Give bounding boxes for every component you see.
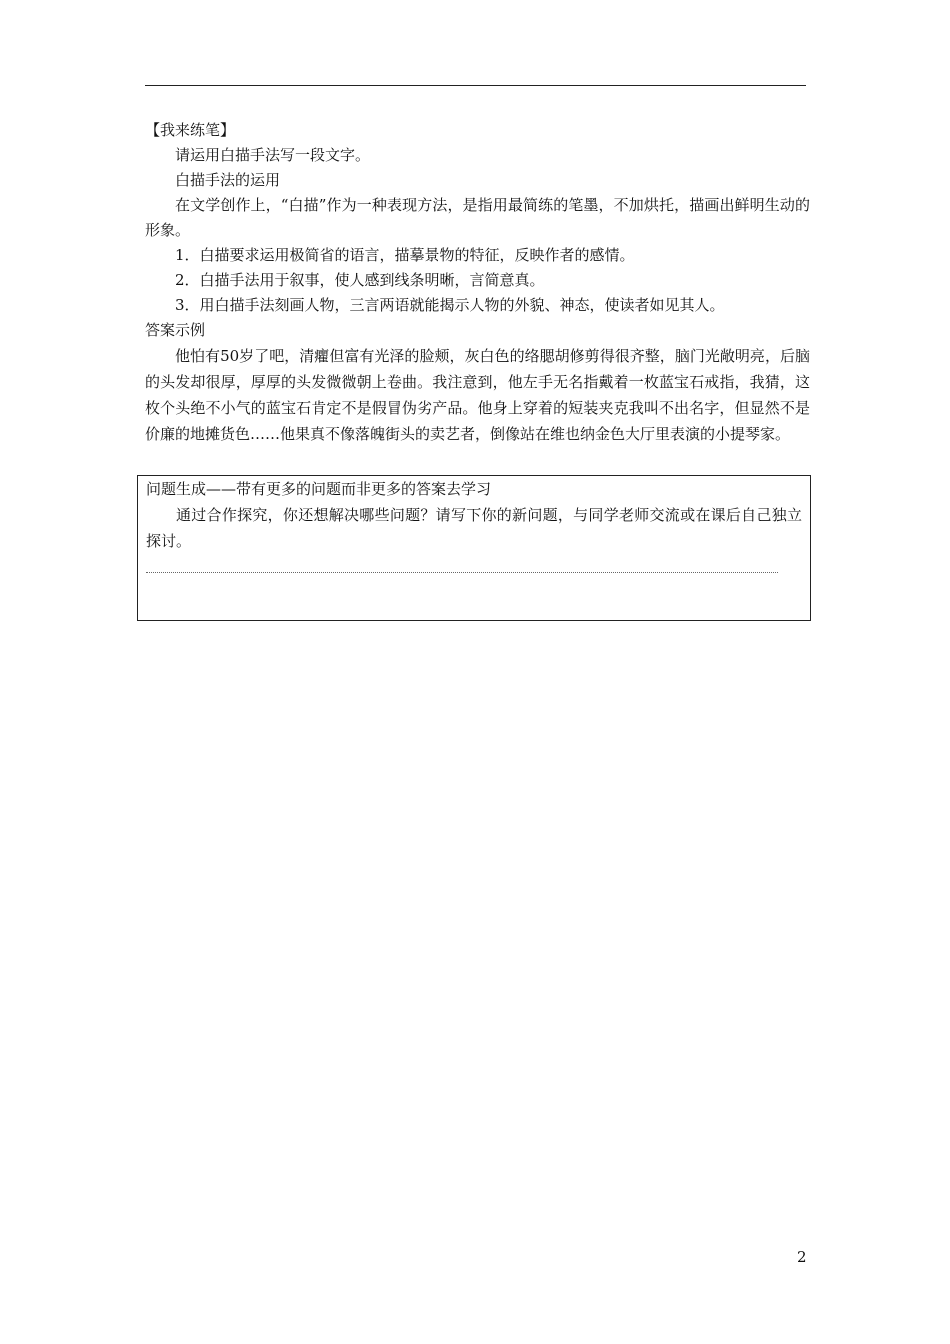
intro-paragraph: 在文学创作上，“白描”作为一种表现方法，是指用最简练的笔墨，不加烘托，描画出鲜明生动的形象。 <box>145 196 810 239</box>
question-generation-box <box>137 475 811 621</box>
practice-section <box>145 118 810 447</box>
answer-writing-line[interactable] <box>146 572 778 573</box>
box-instruction: 通过合作探究，你还想解决哪些问题？请写下你的新问题，与同学老师交流或在课后自己独立探讨。 <box>146 506 802 550</box>
point-item: 2．白描手法用于叙事，使人感到线条明晰，言简意真。 <box>175 271 545 289</box>
answer-paragraph: 他怕有50岁了吧，清癯但富有光泽的脸颊，灰白色的络腮胡修剪得很齐整，脑门光敞明亮，后脑的头发却很厚，厚厚的头发微微朝上卷曲。我注意到，他左手无名指戴着一枚蓝宝石戒指，我猜，这枚个头绝不小气的蓝宝石肯定不是假冒伪劣产品。他身上穿着的短装夹克我叫不出名字，但显然不是价廉的地摊货色……他果真不像落魄街头的卖艺者，倒像站在维也纳金色大厅里表演的小提琴家。 <box>145 347 810 443</box>
header-rule <box>145 85 806 86</box>
box-title: 问题生成——带有更多的问题而非更多的答案去学习 <box>146 480 492 498</box>
answer-label: 答案示例 <box>145 321 206 339</box>
page-number: 2 <box>797 1248 807 1266</box>
section-heading: 【我来练笔】 <box>145 121 236 139</box>
point-item: 3．用白描手法刻画人物，三言两语就能揭示人物的外貌、神态，使读者如见其人。 <box>175 296 725 314</box>
subheading: 白描手法的运用 <box>175 171 281 189</box>
writing-prompt: 请运用白描手法写一段文字。 <box>175 146 371 164</box>
point-item: 1．白描要求运用极简省的语言，描摹景物的特征，反映作者的感情。 <box>175 246 635 264</box>
